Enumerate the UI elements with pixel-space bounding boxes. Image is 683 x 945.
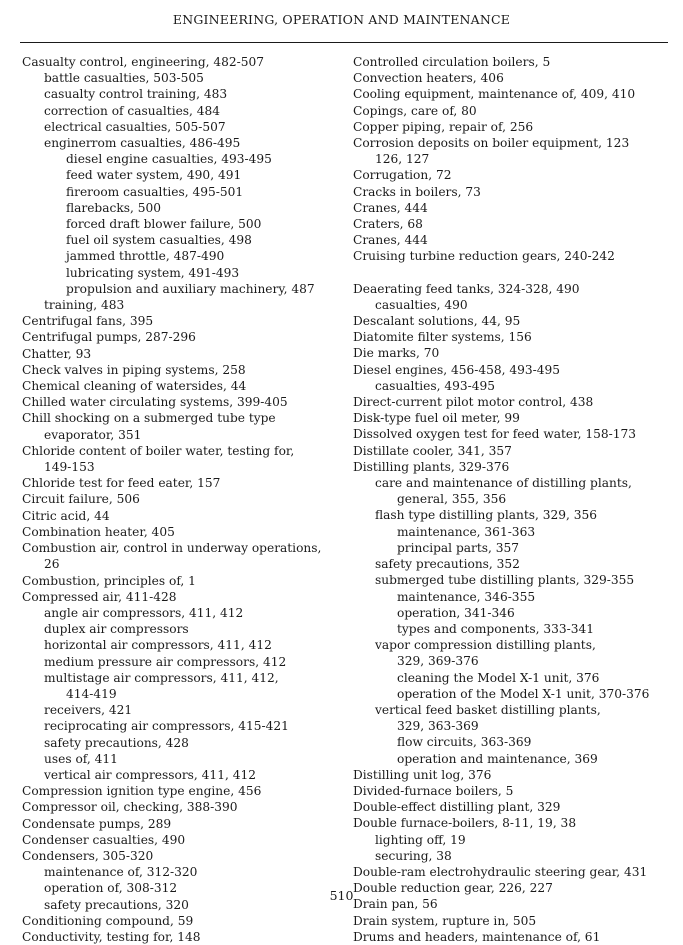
index-subentry: casualty control training, 483	[44, 87, 228, 102]
index-subentry: duplex air compressors	[44, 622, 189, 637]
index-subentry: enginerrom casualties, 486-495	[44, 136, 241, 151]
index-entry: Controlled circulation boilers, 5	[353, 55, 551, 69]
index-entry: Distilling unit log, 376	[353, 767, 492, 782]
index-subentry: lubricating system, 491-493	[66, 265, 240, 280]
index-entry: Corrosion deposits on boiler equipment, 123	[353, 136, 630, 151]
index-subentry: maintenance of, 312-320	[44, 865, 198, 880]
index-subentry: medium pressure air compressors, 412	[44, 654, 287, 669]
index-subentry: safety precautions, 428	[44, 735, 189, 750]
index-entry: Copper piping, repair of, 256	[353, 119, 534, 134]
index-entry: Double reduction gear, 226, 227	[353, 881, 553, 896]
index-entry: Chloride test for feed eater, 157	[22, 476, 221, 491]
index-entry: Double furnace-boilers, 8-11, 19, 38	[353, 816, 577, 831]
index-subentry: 329, 369-376	[397, 654, 479, 669]
index-entry: Circuit failure, 506	[22, 492, 140, 507]
index-subentry: principal parts, 357	[397, 540, 519, 555]
index-entry: Cruising turbine reduction gears, 240-242	[353, 249, 615, 264]
index-entry: Centrifugal pumps, 287-296	[22, 330, 196, 345]
page-header: ENGINEERING, OPERATION AND MAINTENANCE	[172, 12, 511, 27]
index-subentry: angle air compressors, 411, 412	[44, 605, 244, 620]
index-subentry: multistage air compressors, 411, 412,	[44, 670, 279, 685]
index-subentry: electrical casualties, 505-507	[44, 119, 226, 134]
index-entry: Copings, care of, 80	[353, 103, 477, 118]
index-entry: Chloride content of boiler water, testing for,	[22, 443, 295, 458]
index-entry: Craters, 68	[353, 217, 423, 232]
index-entry: Conditioning compound, 59	[22, 913, 194, 928]
index-subentry: 26	[44, 557, 60, 572]
index-entry: Compressed air, 411-428	[22, 589, 177, 604]
index-column-left	[22, 54, 340, 945]
index-entry: Combination heater, 405	[22, 524, 175, 539]
index-subentry: fuel oil system casualties, 498	[66, 233, 252, 248]
index-subentry: operation, 341-346	[397, 605, 515, 620]
index-subentry: safety precautions, 320	[44, 897, 189, 912]
index-subentry: forced draft blower failure, 500	[66, 217, 262, 232]
index-entry: Drums and headers, maintenance of, 61	[353, 929, 601, 944]
index-subentry: jammed throttle, 487-490	[66, 249, 225, 264]
index-entry: Divided-furnace boilers, 5	[353, 783, 514, 798]
index-subentry: feed water system, 490, 491	[66, 168, 242, 183]
index-entry: Diesel engines, 456-458, 493-495	[353, 362, 560, 377]
index-entry: Combustion air, control in underway operations,	[22, 541, 322, 556]
index-entry: Disk-type fuel oil meter, 99	[353, 411, 520, 426]
index-column-right	[353, 54, 673, 945]
index-entry: Centrifugal fans, 395	[22, 314, 154, 329]
index-subentry: types and components, 333-341	[397, 621, 595, 636]
index-entry: Convection heaters, 406	[353, 71, 504, 86]
index-subentry: lighting off, 19	[375, 832, 466, 847]
index-entry: Distilling plants, 329-376	[353, 459, 510, 474]
index-entry: Dissolved oxygen test for feed water, 158-173	[353, 427, 637, 442]
index-subentry: flash type distilling plants, 329, 356	[375, 508, 597, 523]
index-entry: Condenser casualties, 490	[22, 832, 186, 847]
index-subentry: uses of, 411	[44, 751, 118, 766]
index-subentry: 126, 127	[375, 152, 430, 167]
index-subentry: fireroom casualties, 495-501	[66, 184, 244, 199]
index-entry: Cooling equipment, maintenance of, 409, 410	[353, 87, 636, 102]
index-subentry: vertical feed basket distilling plants,	[375, 702, 601, 717]
index-subentry: care and maintenance of distilling plants,	[375, 476, 632, 491]
index-entry: Cranes, 444	[353, 200, 428, 215]
index-entry: Check valves in piping systems, 258	[22, 362, 246, 377]
index-entry: Condensate pumps, 289	[22, 816, 172, 831]
index-entry: Double-effect distilling plant, 329	[353, 800, 561, 815]
index-entry: Descalant solutions, 44, 95	[353, 314, 521, 329]
index-entry: Chilled water circulating systems, 399-405	[22, 395, 288, 410]
index-subentry: casualties, 490	[375, 297, 468, 312]
index-entry: Citric acid, 44	[22, 508, 110, 523]
index-entry: Compressor oil, checking, 388-390	[22, 800, 238, 815]
index-entry: Chill shocking on a submerged tube type	[22, 411, 276, 426]
index-subentry: vapor compression distilling plants,	[375, 638, 596, 653]
index-entry: Deaerating feed tanks, 324-328, 490	[353, 281, 580, 296]
index-subentry: receivers, 421	[44, 703, 133, 718]
page-number: 510	[329, 888, 354, 903]
index-subentry: operation of, 308-312	[44, 881, 178, 896]
index-subentry: operation and maintenance, 369	[397, 751, 598, 766]
index-entry: Conductivity, testing for, 148	[22, 929, 201, 944]
index-entry: Combustion, principles of, 1	[22, 573, 196, 588]
index-subentry: maintenance, 346-355	[397, 589, 536, 604]
index-subentry: 414-419	[66, 686, 117, 701]
index-entry: Drain pan, 56	[353, 897, 438, 912]
index-subentry: correction of casualties, 484	[44, 103, 221, 118]
index-entry: Die marks, 70	[353, 346, 440, 361]
index-subentry: 329, 363-369	[397, 719, 479, 734]
index-subentry: casualties, 493-495	[375, 378, 496, 393]
index-entry: Compression ignition type engine, 456	[22, 784, 262, 799]
index-entry: Cranes, 444	[353, 233, 428, 248]
index-entry: Diatomite filter systems, 156	[353, 330, 532, 345]
index-entry: Chemical cleaning of watersides, 44	[22, 379, 247, 394]
index-subentry: flow circuits, 363-369	[397, 735, 532, 750]
index-entry: Distillate cooler, 341, 357	[353, 443, 512, 458]
index-entry: Condensers, 305-320	[22, 848, 154, 863]
index-subentry: reciprocating air compressors, 415-421	[44, 719, 289, 734]
index-subentry: vertical air compressors, 411, 412	[44, 767, 256, 782]
index-entry: Double-ram electrohydraulic steering gear, 431	[353, 864, 648, 879]
index-entry: Direct-current pilot motor control, 438	[353, 395, 594, 410]
index-subentry: battle casualties, 503-505	[44, 71, 204, 86]
index-entry: Chatter, 93	[22, 346, 92, 361]
index-subentry: submerged tube distilling plants, 329-355	[375, 573, 635, 588]
index-subentry: propulsion and auxiliary machinery, 487	[66, 281, 315, 296]
index-entry: Casualty control, engineering, 482-507	[22, 55, 265, 69]
index-subentry: 149-153	[44, 460, 95, 475]
index-subentry: training, 483	[44, 298, 125, 313]
index-entry: Cracks in boilers, 73	[353, 184, 481, 199]
index-subentry: safety precautions, 352	[375, 557, 520, 572]
index-subentry: cleaning the Model X-1 unit, 376	[397, 670, 600, 685]
index-subentry: flarebacks, 500	[66, 200, 161, 215]
index-subentry: maintenance, 361-363	[397, 524, 536, 539]
index-subentry: securing, 38	[375, 848, 452, 863]
index-subentry: evaporator, 351	[44, 427, 142, 442]
header-rule	[20, 42, 668, 43]
index-subentry: general, 355, 356	[397, 492, 507, 507]
index-subentry: operation of the Model X-1 unit, 370-376	[397, 686, 650, 701]
index-subentry: horizontal air compressors, 411, 412	[44, 638, 272, 653]
index-entry: Drain system, rupture in, 505	[353, 913, 537, 928]
index-subentry: diesel engine casualties, 493-495	[66, 152, 272, 167]
index-entry: Corrugation, 72	[353, 168, 452, 183]
